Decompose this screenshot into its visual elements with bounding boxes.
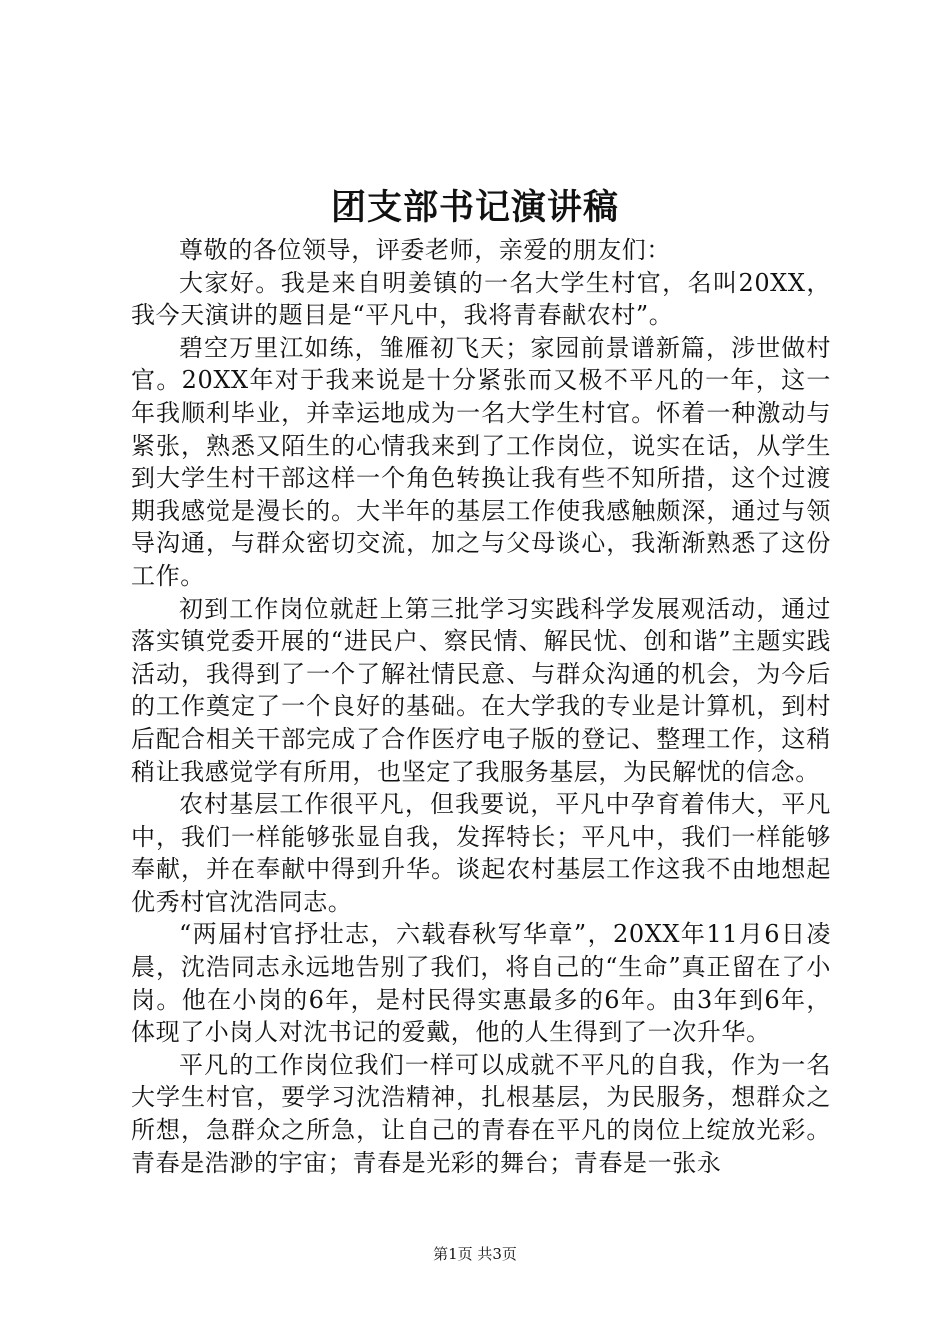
document-title: 团支部书记演讲稿 [330, 187, 619, 228]
paragraph-shen-hao: “两届村官抒壮志，六载春秋写华章”，20XX年11月6日凌晨，沈浩同志永远地告别了我们，将自己的“生命”真正留在了小岗。他在小岗的6年，是村民得实惠最多的6年。由3年到6年，体现了小岗人对沈书记的爱戴，他的人生得到了一次升华。 [131, 920, 831, 1047]
page-number-footer: 第1页 共3页 [433, 1245, 517, 1263]
paragraph-ordinary-work: 农村基层工作很平凡，但我要说，平凡中孕育着伟大，平凡中，我们一样能够张显自我，发挥特长；平凡中，我们一样能够奉献，并在奉献中得到升华。谈起农村基层工作这我不由地想起优秀村官沈浩同志。 [131, 790, 831, 916]
paragraph-salutation: 尊敬的各位领导，评委老师，亲爱的朋友们： [179, 236, 671, 264]
paragraph-introduction: 大家好。我是来自明姜镇的一名大学生村官，名叫20XX，我今天演讲的题目是“平凡中，我将青春献农村”。 [131, 268, 831, 330]
paragraph-becoming-village-official: 碧空万里江如练，雏雁初飞天；家园前景谱新篇，涉世做村官。20XX年对于我来说是十分紧张而又极不平凡的一年，这一年我顺利毕业，并幸运地成为一名大学生村官。怀着一种激动与紧张，熟悉又陌生的心情我来到了工作岗位，说实在话，从学生到大学生村干部这样一个角色转换让我有些不知所措，这个过渡期我感觉是漫长的。大半年的基层工作使我感触颇深，通过与领导沟通，与群众密切交流，加之与父母谈心，我渐渐熟悉了这份工作。 [131, 333, 831, 590]
paragraph-first-work: 初到工作岗位就赶上第三批学习实践科学发展观活动，通过落实镇党委开展的“进民户、察民情、解民忧、创和谐”主题实践活动，我得到了一个了解社情民意、与群众沟通的机会，为今后的工作奠定了一个良好的基础。在大学我的专业是计算机，到村后配合相关干部完成了合作医疗电子版的登记、整理工作，这稍稍让我感觉学有所用，也坚定了我服务基层，为民解忧的信念。 [131, 594, 831, 786]
paragraph-youth: 平凡的工作岗位我们一样可以成就不平凡的自我，作为一名大学生村官，要学习沈浩精神，扎根基层，为民服务，想群众之所想，急群众之所急，让自己的青春在平凡的岗位上绽放光彩。青春是浩渺的宇宙；青春是光彩的舞台；青春是一张永 [131, 1050, 831, 1177]
document-body [131, 234, 831, 1179]
